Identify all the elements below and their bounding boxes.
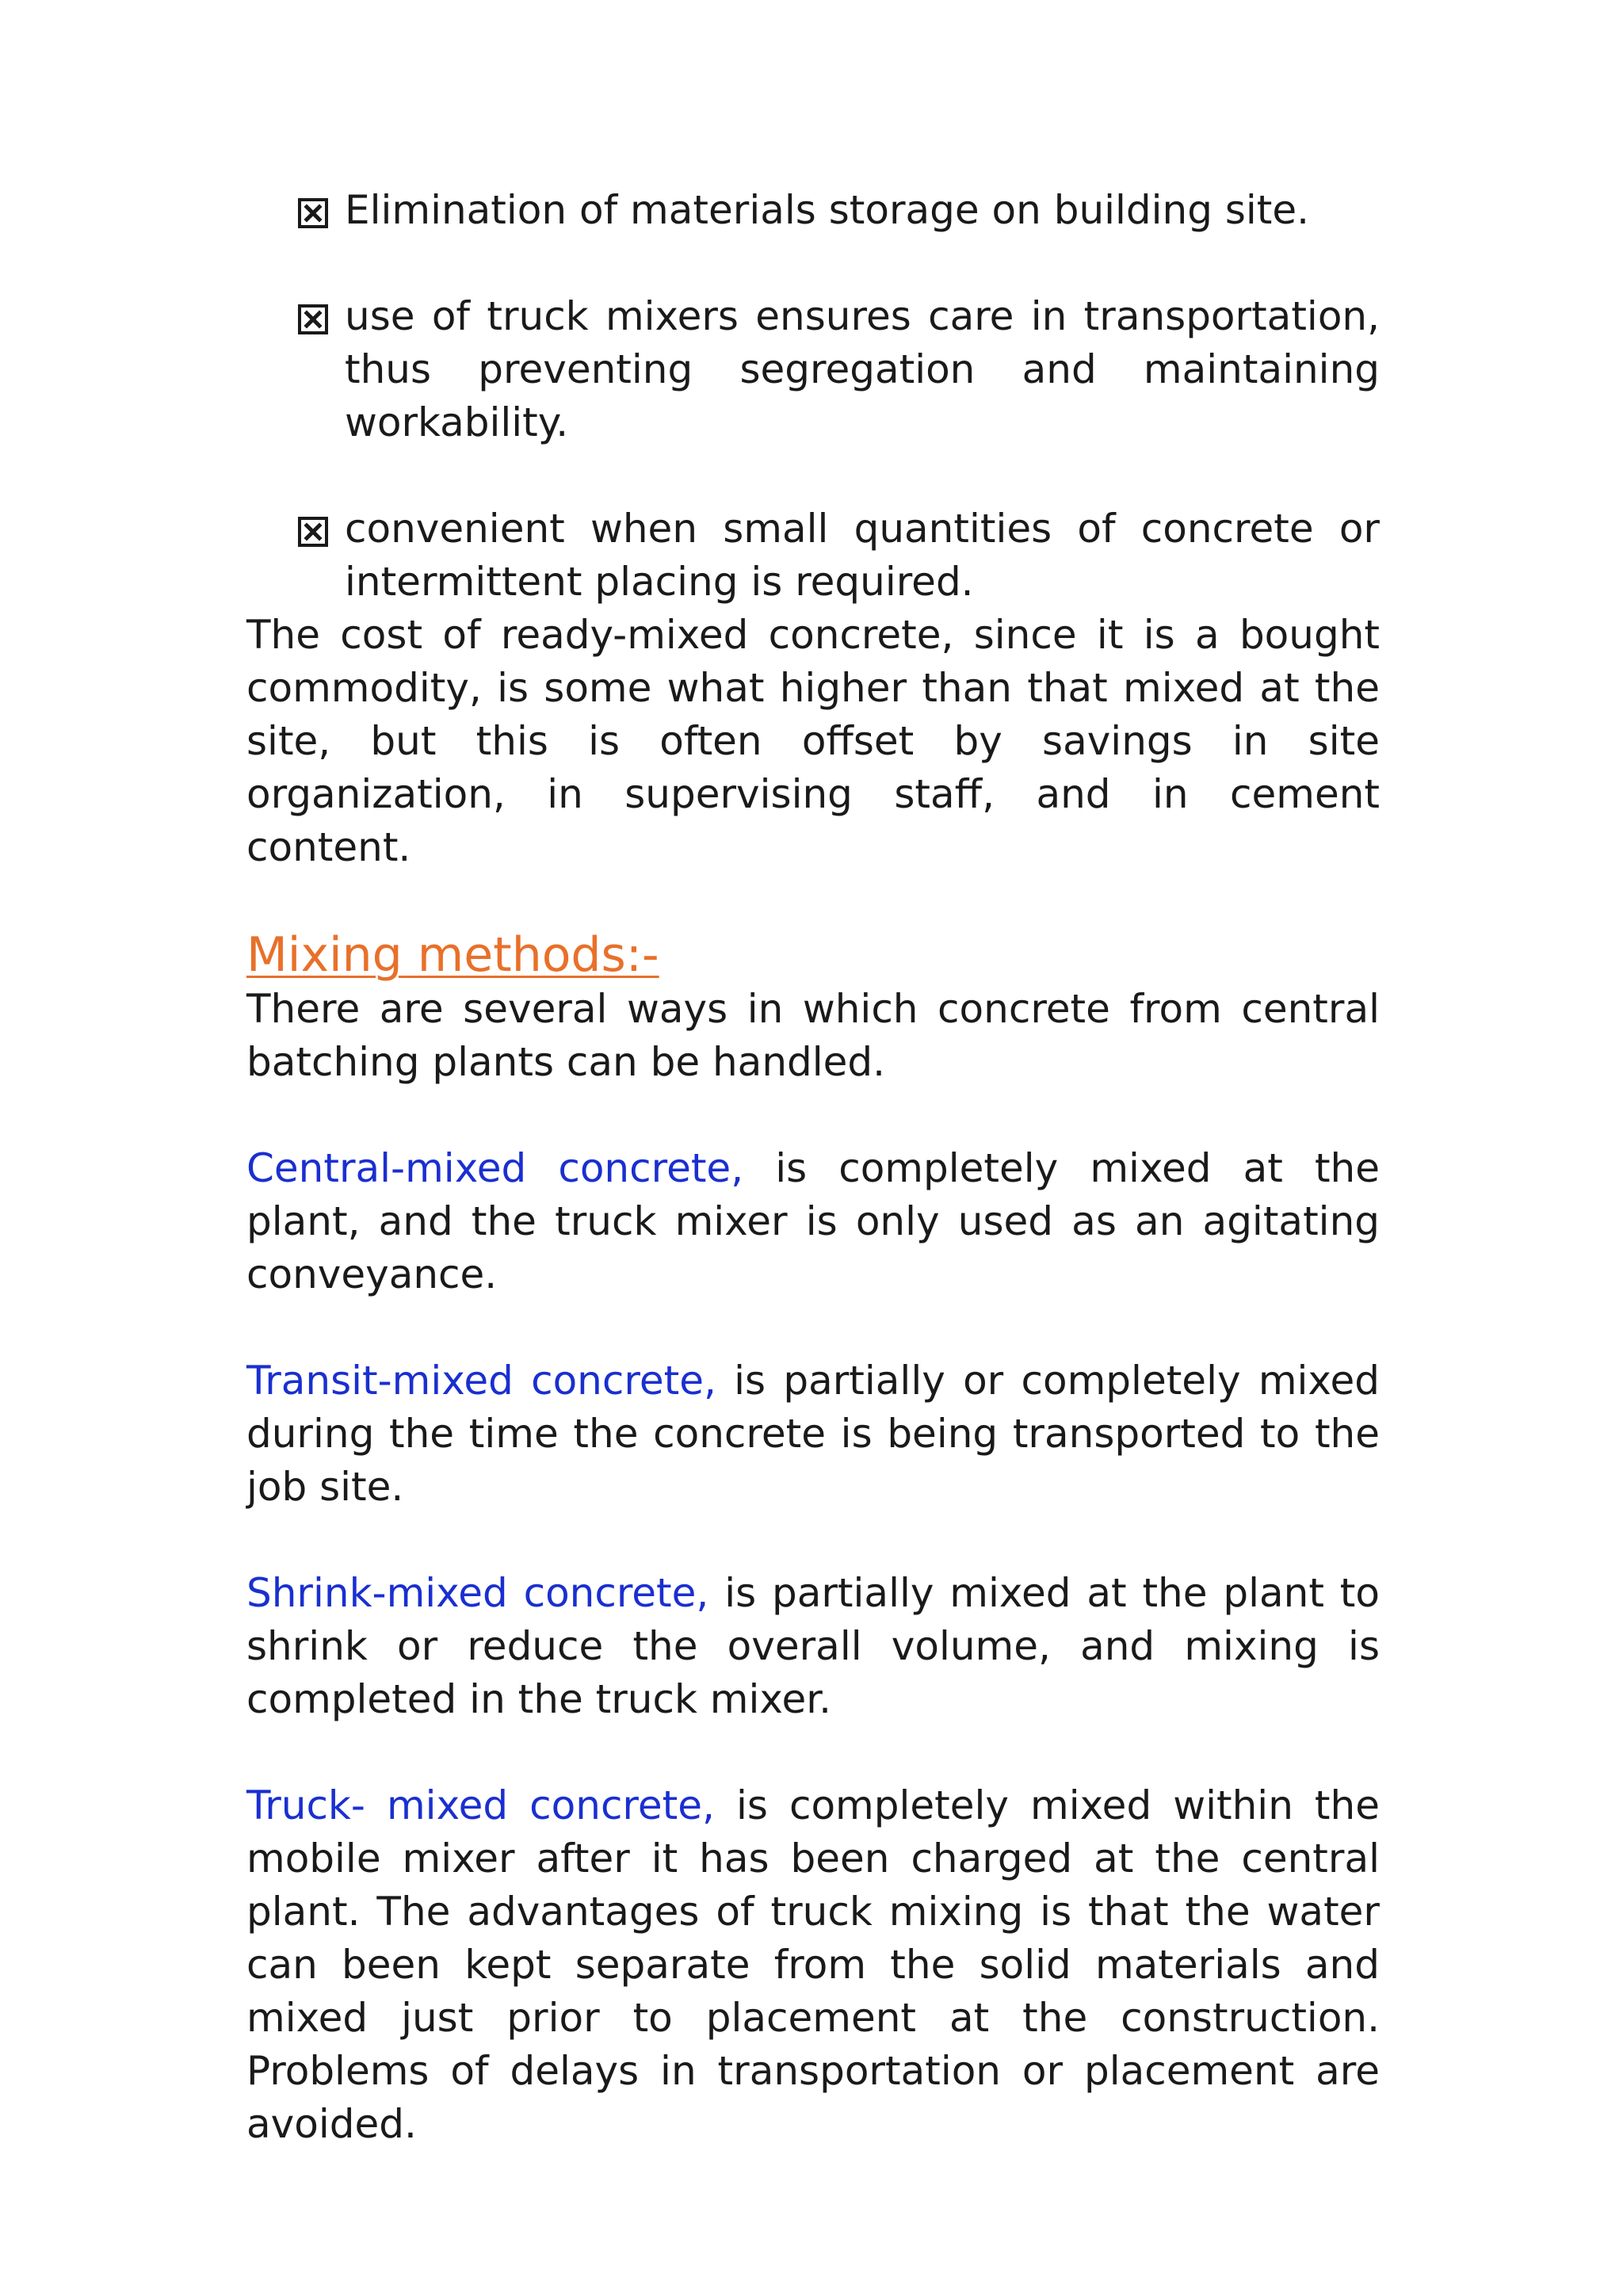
checkbox-x-icon: [298, 198, 328, 228]
page-content: [246, 184, 1380, 2151]
section-heading: Mixing methods:-: [246, 927, 659, 983]
method-description: is partially mixed at the plant to shrink or reduce the overall volume, and mixing is completed in the truck mixer.: [246, 1570, 1380, 1722]
method-description: is completely mixed at the plant, and the truck mixer is only used as an agitating conveyance.: [246, 1145, 1380, 1297]
method-description: is partially or completely mixed during the time the concrete is being transported to the job site.: [246, 1358, 1380, 1510]
list-item-text: convenient when small quantities of concrete or intermittent placing is required.: [345, 506, 1380, 605]
checkbox-x-icon: [298, 304, 328, 334]
method-term: Shrink-mixed concrete,: [246, 1570, 709, 1616]
method-paragraph: [246, 1779, 1380, 2151]
list-item: [246, 184, 1380, 237]
method-term: Truck- mixed concrete,: [246, 1782, 715, 1828]
method-description: is completely mixed within the mobile mixer after it has been charged at the central plant. The advantages of truck mixing is that the water can been kept separate from the solid materials and mixed just prior to placement at the construction. Problems of delays in transportation or placement are avoided.: [246, 1782, 1380, 2147]
method-paragraph: [246, 1142, 1380, 1301]
method-paragraph: [246, 1354, 1380, 1514]
list-item-text: Elimination of materials storage on building site.: [345, 187, 1310, 233]
method-term: Central-mixed concrete,: [246, 1145, 744, 1191]
checkbox-x-icon: [298, 517, 328, 547]
intro-paragraph: There are several ways in which concrete from central batching plants can be handled.: [246, 986, 1380, 1085]
advantages-list: [246, 184, 1380, 609]
method-term: Transit-mixed concrete,: [246, 1358, 716, 1404]
cost-paragraph: The cost of ready-mixed concrete, since it is a bought commodity, is some what higher than that mixed at the site, but this is often offset by savings in site organization, in supervising staff, and in cement content.: [246, 612, 1380, 870]
list-item-text: use of truck mixers ensures care in transportation, thus preventing segregation and maintaining workability.: [345, 293, 1380, 445]
list-item: [246, 290, 1380, 449]
list-item: [246, 502, 1380, 609]
method-paragraph: [246, 1567, 1380, 1726]
